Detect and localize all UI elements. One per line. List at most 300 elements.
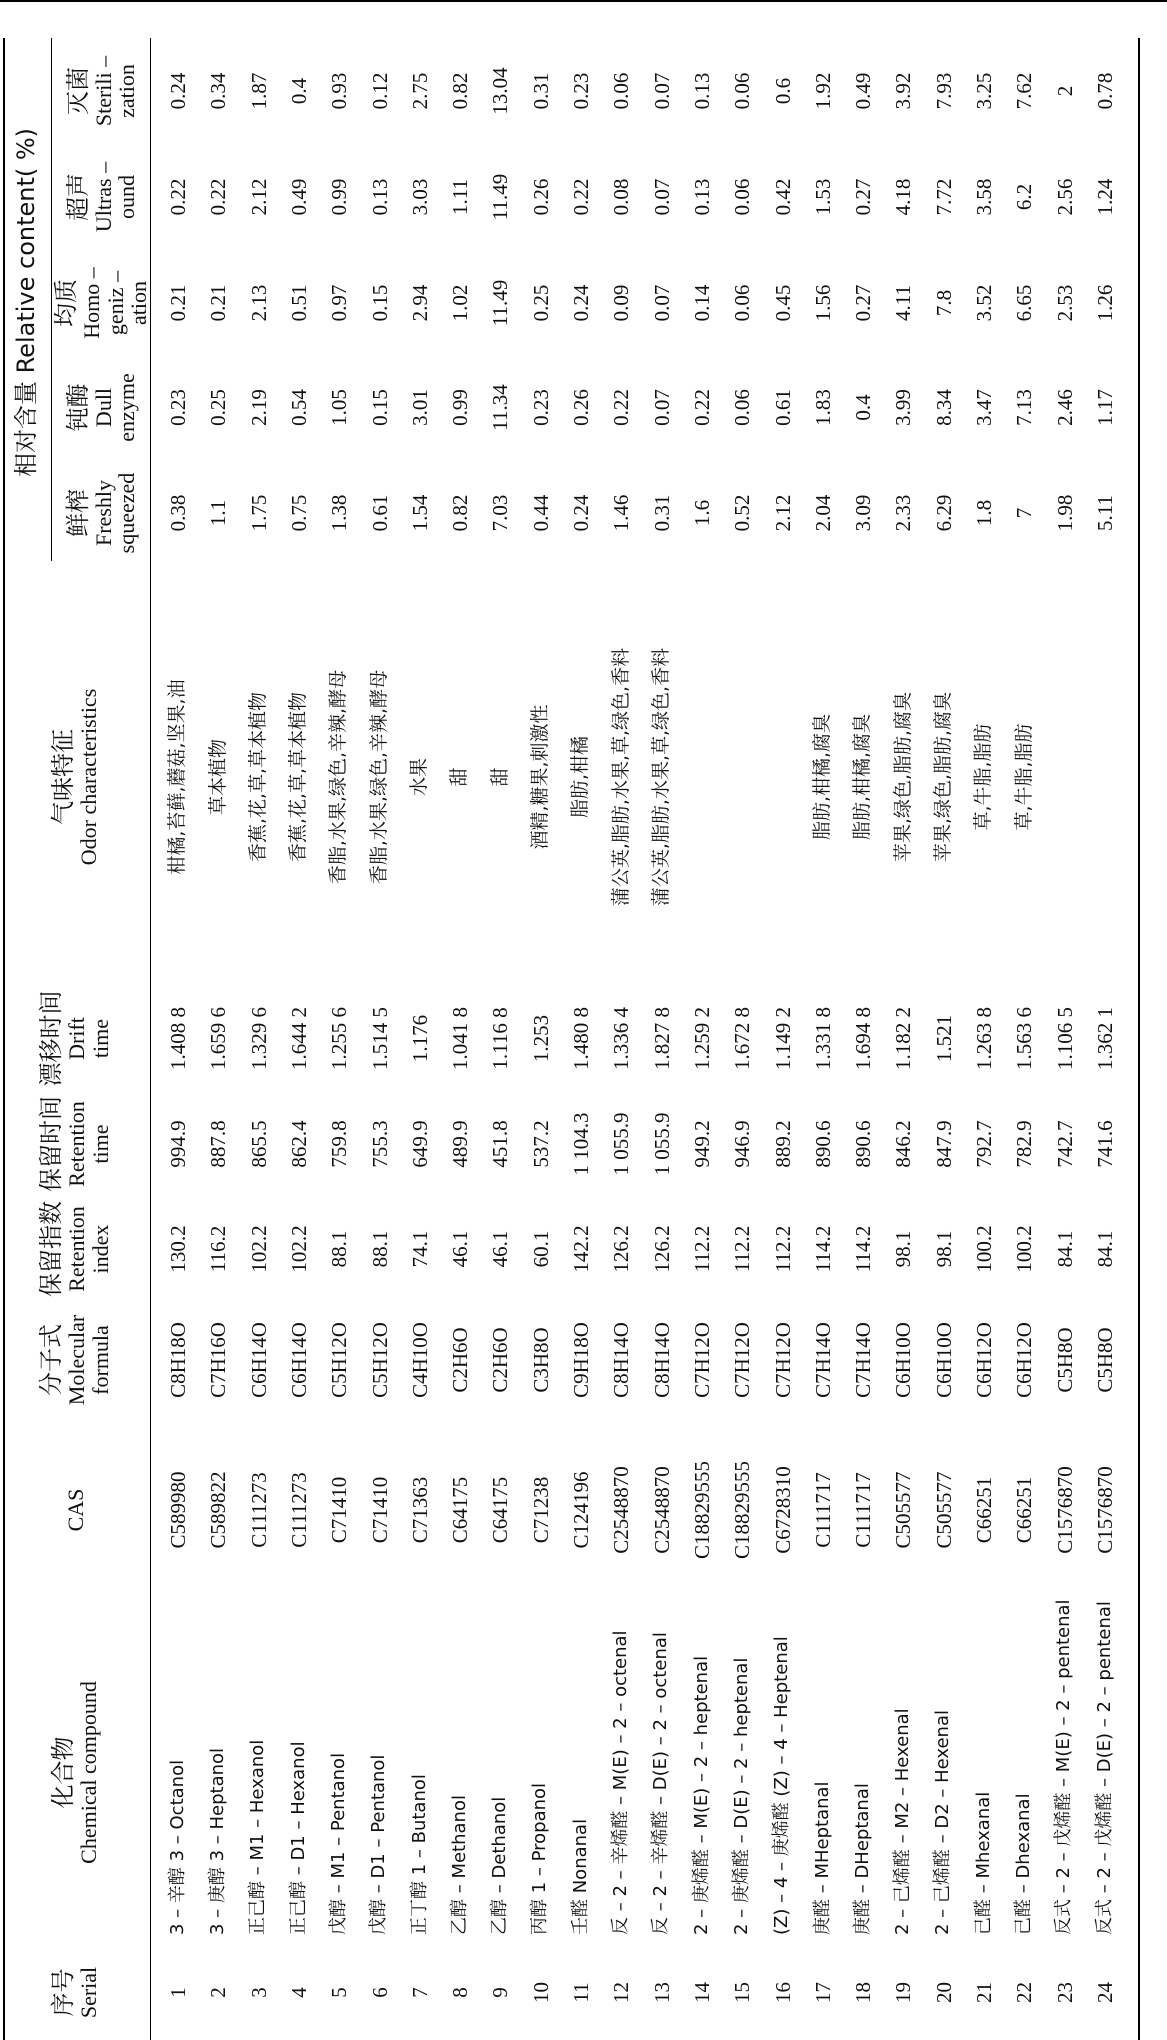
table-row: [964, 38, 1004, 2040]
cell-fresh: 1.1: [206, 499, 231, 527]
table-row: [440, 38, 480, 2040]
cell-compound: 反式 – 2 – 戊烯醛 – D(E) – 2 – pentenal: [1093, 1601, 1115, 1935]
column-header-steri: [55, 38, 150, 144]
cell-dull: 1.05: [327, 389, 352, 426]
cell-odor: 香脂,水果,绿色,辛辣,酵母: [367, 669, 390, 885]
cell-steri: 0.07: [649, 72, 674, 110]
cell-formula: C6H14O: [246, 1322, 271, 1398]
cell-ri: 112.2: [770, 1225, 795, 1273]
cell-ultra: 0.13: [367, 178, 392, 216]
cell-dull: 0.22: [689, 389, 714, 426]
column-header-fresh: [55, 459, 150, 567]
cell-dull: 0.23: [528, 389, 553, 426]
cell-cas: C505577: [931, 1471, 956, 1549]
cell-odor: 草,牛脂,脂肪: [1012, 723, 1035, 831]
column-header-en: index: [87, 1224, 113, 1274]
cell-ultra: 2.12: [246, 178, 271, 216]
cell-formula: C4H10O: [407, 1322, 432, 1398]
cell-steri: 0.06: [730, 72, 755, 110]
cell-compound: 3 – 辛醇 3 – Octanol: [166, 1759, 188, 1935]
column-header-zh: 保留时间: [37, 1096, 66, 1192]
cell-rt: 1 104.3: [569, 1112, 594, 1176]
cell-odor: 苹果,绿色,脂肪,腐臭: [931, 691, 954, 863]
cell-cas: C71410: [367, 1476, 392, 1544]
cell-serial: 7: [407, 1987, 432, 1998]
cell-ultra: 0.13: [689, 178, 714, 216]
cell-cas: C18829555: [689, 1461, 714, 1560]
cell-steri: 13.04: [488, 67, 513, 115]
cell-serial: 23: [1052, 1982, 1077, 2003]
cell-odor: 蒲公英,脂肪,水果,草,绿色,香料: [649, 647, 672, 907]
cell-compound: 2 – 己烯醛 – D2 – Hexenal: [932, 1710, 954, 1935]
cell-homo: 7.8: [931, 289, 956, 317]
column-header-en: zation: [114, 64, 140, 118]
cell-ultra: 0.42: [770, 178, 795, 216]
cell-steri: 0.06: [609, 72, 634, 110]
cell-steri: 0.93: [327, 72, 352, 110]
cell-odor: [763, 567, 803, 987]
column-header-en: Ultras –: [90, 161, 116, 233]
column-header-en: Dull: [90, 387, 116, 428]
cell-fresh: 2.04: [810, 494, 835, 532]
table-row: [924, 38, 964, 2040]
cell-rt: 451.8: [488, 1120, 513, 1168]
cell-dull: 3.99: [891, 389, 916, 426]
cell-odor: 苹果,绿色,脂肪,腐臭: [891, 691, 914, 863]
cell-homo: 0.06: [730, 284, 755, 322]
cell-homo: 4.11: [891, 285, 916, 321]
cell-serial: 15: [730, 1982, 755, 2003]
cell-odor: 甜: [448, 767, 471, 787]
cell-steri: 7.93: [931, 72, 956, 110]
cell-dull: 0.4: [851, 394, 876, 421]
table-row: [360, 38, 400, 2040]
cell-dt: 1.041 8: [448, 1007, 473, 1070]
table-row: [480, 38, 520, 2040]
cell-rt: 792.7: [972, 1120, 997, 1168]
cell-compound: 乙醇 – Methanol: [448, 1795, 470, 1935]
cell-rt: 489.9: [448, 1120, 473, 1168]
cell-ultra: 0.22: [166, 178, 191, 216]
cell-fresh: 1.8: [972, 499, 997, 527]
cell-rt: 847.9: [931, 1120, 956, 1168]
cell-steri: 0.6: [770, 77, 795, 105]
cell-fresh: 0.61: [367, 494, 392, 532]
cell-serial: 20: [931, 1982, 956, 2003]
cell-odor: [722, 567, 762, 987]
cell-cas: C18829555: [730, 1461, 755, 1560]
cell-fresh: 3.09: [851, 494, 876, 532]
cell-ri: 88.1: [367, 1230, 392, 1268]
cell-cas: C64175: [488, 1476, 513, 1544]
column-header-en: Retention: [64, 1101, 90, 1187]
cell-ri: 112.2: [689, 1225, 714, 1273]
cell-cas: C111273: [286, 1472, 311, 1548]
cell-serial: 1: [166, 1987, 191, 1998]
cell-homo: 0.21: [166, 284, 191, 322]
cell-homo: 0.51: [286, 284, 311, 322]
column-header-en: ation: [126, 281, 152, 325]
cell-homo: 0.15: [367, 284, 392, 322]
cell-compound: (Z) – 4 – 庚烯醛 (Z) – 4 – Heptenal: [771, 1636, 793, 1935]
cell-homo: 1.56: [810, 284, 835, 322]
column-header-formula: [6, 1300, 146, 1420]
cell-ultra: 6.2: [1012, 183, 1037, 211]
cell-steri: 0.49: [851, 72, 876, 110]
cell-ri: 142.2: [569, 1225, 594, 1273]
column-header-en: Odor characteristics: [76, 688, 102, 866]
cell-ri: 84.1: [1052, 1230, 1077, 1268]
cell-odor: [1045, 567, 1085, 987]
table-row: [279, 38, 319, 2040]
cell-cas: C589980: [166, 1471, 191, 1549]
cell-dull: 3.01: [407, 389, 432, 426]
column-header-en: CAS: [63, 1488, 89, 1532]
cell-ri: 126.2: [649, 1225, 674, 1273]
cell-ri: 114.2: [810, 1225, 835, 1273]
cell-dt: 1.362 1: [1092, 1007, 1117, 1070]
cell-dt: 1.255 6: [327, 1007, 352, 1070]
cell-dull: 0.06: [730, 389, 755, 426]
cell-formula: C3H8O: [528, 1327, 553, 1393]
table-row: [319, 38, 359, 2040]
cell-odor: 草,牛脂,脂肪: [972, 723, 995, 831]
cell-ultra: 3.03: [407, 178, 432, 216]
cell-fresh: 0.38: [166, 494, 191, 532]
cell-cas: C2548870: [609, 1466, 634, 1554]
table-row: [561, 38, 601, 2040]
table-row: [642, 38, 682, 2040]
cell-ri: 88.1: [327, 1230, 352, 1268]
cell-cas: C71363: [407, 1476, 432, 1544]
cell-dull: 0.23: [166, 389, 191, 426]
cell-odor: 水果: [408, 758, 431, 797]
cell-dt: 1.408 8: [166, 1007, 191, 1070]
cell-formula: C2H6O: [488, 1327, 513, 1393]
cell-formula: C7H16O: [206, 1322, 231, 1398]
column-header-zh: 保留指数: [37, 1201, 66, 1297]
column-header-en: Molecular: [64, 1314, 90, 1406]
cell-cas: C71238: [528, 1476, 553, 1544]
cell-ri: 60.1: [528, 1230, 553, 1268]
table-row: [883, 38, 923, 2040]
cell-ultra: 1.24: [1092, 178, 1117, 216]
column-header-en: enzyme: [114, 373, 140, 442]
cell-formula: C7H12O: [689, 1322, 714, 1398]
cell-ri: 126.2: [609, 1225, 634, 1273]
cell-homo: 0.14: [689, 284, 714, 322]
cell-compound: 正己醇 – M1 – Hexanol: [247, 1739, 269, 1935]
cell-dull: 0.54: [286, 389, 311, 426]
column-header-compound: [6, 1600, 146, 1945]
cell-odor: 香蕉,花,草,草本植物: [287, 691, 310, 863]
cell-compound: 反 – 2 – 辛烯醛 – M(E) – 2 – octenal: [610, 1630, 632, 1935]
cell-rt: 946.9: [730, 1120, 755, 1168]
table-row: [601, 38, 641, 2040]
cell-formula: C5H8O: [1092, 1327, 1117, 1393]
cell-steri: 0.23: [569, 72, 594, 110]
column-header-en: geniz –: [102, 270, 128, 336]
cell-homo: 0.21: [206, 284, 231, 322]
cell-formula: C6H12O: [1012, 1322, 1037, 1398]
cell-serial: 13: [649, 1982, 674, 2003]
cell-rt: 862.4: [286, 1120, 311, 1168]
cell-formula: C5H8O: [1052, 1327, 1077, 1393]
cell-dull: 3.47: [972, 389, 997, 426]
cell-ultra: 4.18: [891, 178, 916, 216]
cell-ultra: 0.99: [327, 178, 352, 216]
cell-steri: 0.12: [367, 72, 392, 110]
cell-steri: 2: [1052, 85, 1077, 97]
cell-dt: 1.827 8: [649, 1007, 674, 1070]
cell-formula: C6H12O: [972, 1322, 997, 1398]
cell-rt: 846.2: [891, 1120, 916, 1168]
cell-compound: 戊醇 – D1 – Pentanol: [368, 1754, 390, 1935]
cell-ri: 46.1: [448, 1230, 473, 1268]
cell-cas: C111717: [810, 1472, 835, 1548]
cell-dull: 7.13: [1012, 389, 1037, 426]
cell-ri: 74.1: [407, 1230, 432, 1268]
table-row: [763, 38, 803, 2040]
cell-steri: 0.31: [528, 72, 553, 110]
cell-ri: 112.2: [730, 1225, 755, 1273]
column-header-dt: [6, 987, 146, 1090]
cell-dt: 1.182 2: [891, 1007, 916, 1070]
cell-dt: 1.263 8: [972, 1007, 997, 1070]
column-header-ri: [6, 1198, 146, 1300]
cell-formula: C9H18O: [569, 1322, 594, 1398]
cell-dt: 1.336 4: [609, 1007, 634, 1070]
relative-content-label: 相对含量 Relative content( %): [12, 127, 41, 478]
cell-serial: 9: [488, 1987, 513, 1998]
cell-formula: C6H14O: [286, 1322, 311, 1398]
cell-compound: 庚醛 – MHeptanal: [811, 1781, 833, 1935]
column-header-en: Chemical compound: [76, 1681, 102, 1864]
cell-dull: 0.07: [649, 389, 674, 426]
cell-compound: 正丁醇 1 – Butanol: [408, 1774, 430, 1935]
cell-fresh: 5.11: [1092, 495, 1117, 531]
column-header-zh: 钝酶: [63, 383, 92, 432]
cell-serial: 6: [367, 1987, 392, 1998]
cell-ri: 116.2: [206, 1225, 231, 1273]
cell-formula: C6H10O: [931, 1322, 956, 1398]
column-header-zh: 超声: [63, 173, 92, 221]
cell-compound: 丙醇 1 – Propanol: [529, 1782, 551, 1935]
cell-homo: 0.25: [528, 284, 553, 322]
cell-steri: 0.34: [206, 72, 231, 110]
cell-serial: 10: [528, 1982, 553, 2003]
cell-formula: C8H14O: [609, 1322, 634, 1398]
cell-odor: 酒精,糖果,刺激性: [528, 704, 551, 850]
cell-homo: 2.53: [1052, 284, 1077, 322]
cell-dt: 1.329 6: [246, 1007, 271, 1070]
cell-steri: 1.92: [810, 72, 835, 110]
cell-fresh: 1.54: [407, 494, 432, 532]
cell-formula: C2H6O: [448, 1327, 473, 1393]
column-header-zh: 气味特征: [49, 729, 78, 825]
cell-homo: 0.97: [327, 284, 352, 322]
cell-dt: 1.514 5: [367, 1007, 392, 1070]
cell-formula: C5H12O: [327, 1322, 352, 1398]
cell-serial: 16: [770, 1982, 795, 2003]
cell-cas: C64175: [448, 1476, 473, 1544]
cell-rt: 887.8: [206, 1120, 231, 1168]
cell-dull: 1.17: [1092, 389, 1117, 426]
cell-ri: 102.2: [286, 1225, 311, 1273]
cell-ultra: 11.49: [488, 173, 513, 221]
cell-formula: C7H14O: [851, 1322, 876, 1398]
cell-cas: C111273: [246, 1472, 271, 1548]
column-header-en: ound: [114, 175, 140, 219]
right-edge-rule: [0, 0, 1167, 2]
cell-dull: 0.15: [367, 389, 392, 426]
cell-serial: 2: [206, 1987, 231, 1998]
cell-steri: 3.92: [891, 72, 916, 110]
cell-compound: 己醛 – Mhexanal: [972, 1791, 994, 1935]
cell-cas: C124196: [569, 1471, 594, 1549]
cell-serial: 8: [448, 1987, 473, 1998]
cell-compound: 反 – 2 – 辛烯醛 – D(E) – 2 – octenal: [650, 1632, 672, 1935]
cell-serial: 5: [327, 1987, 352, 1998]
cell-homo: 1.26: [1092, 284, 1117, 322]
column-header-serial: [6, 1945, 146, 2040]
cell-dt: 1.331 8: [810, 1007, 835, 1070]
cell-odor: 甜: [488, 767, 511, 787]
cell-steri: 7.62: [1012, 72, 1037, 110]
cell-dull: 0.22: [609, 389, 634, 426]
cell-rt: 1 055.9: [649, 1112, 674, 1176]
cell-dt: 1.259 2: [689, 1007, 714, 1070]
cell-ultra: 1.53: [810, 178, 835, 216]
column-header-zh: 均质: [51, 279, 80, 327]
cell-compound: 正己醇 – D1 – Hexanol: [287, 1741, 309, 1935]
cell-ultra: 0.27: [851, 178, 876, 216]
cell-serial: 17: [810, 1982, 835, 2003]
table-top-rule: [3, 38, 5, 2040]
column-header-zh: 漂移时间: [37, 990, 66, 1087]
cell-fresh: 1.98: [1052, 494, 1077, 532]
cell-rt: 994.9: [166, 1120, 191, 1168]
cell-rt: 890.6: [810, 1120, 835, 1168]
cell-rt: 1 055.9: [609, 1112, 634, 1176]
cell-rt: 649.9: [407, 1120, 432, 1168]
cell-cas: C71410: [327, 1476, 352, 1544]
table-row: [239, 38, 279, 2040]
cell-ri: 102.2: [246, 1225, 271, 1273]
cell-odor: 香脂,水果,绿色,辛辣,酵母: [327, 669, 350, 885]
cell-steri: 0.13: [689, 72, 714, 110]
table-row: [803, 38, 843, 2040]
cell-cas: C66251: [972, 1476, 997, 1544]
cell-cas: C589822: [206, 1471, 231, 1549]
cell-serial: 21: [972, 1982, 997, 2003]
cell-homo: 0.09: [609, 284, 634, 322]
column-header-en: Homo –: [78, 267, 104, 339]
cell-homo: 2.13: [246, 284, 271, 322]
cell-fresh: 7.03: [488, 494, 513, 532]
cell-fresh: 2.33: [891, 494, 916, 532]
column-header-en: Freshly: [90, 480, 116, 546]
cell-steri: 0.78: [1092, 72, 1117, 110]
column-header-en: time: [87, 1124, 113, 1164]
cell-steri: 0.24: [166, 72, 191, 110]
cell-compound: 乙醇 – Dethanol: [489, 1796, 511, 1935]
cell-formula: C6H10O: [891, 1322, 916, 1398]
cell-formula: C8H14O: [649, 1322, 674, 1398]
table-row: [521, 38, 561, 2040]
cell-steri: 0.4: [286, 77, 311, 105]
cell-steri: 0.82: [448, 72, 473, 110]
cell-ri: 100.2: [1012, 1225, 1037, 1273]
column-header-zh: 分子式: [37, 1324, 66, 1396]
cell-serial: 11: [569, 1982, 594, 2003]
cell-dt: 1.659 6: [206, 1007, 231, 1070]
cell-fresh: 1.6: [689, 499, 714, 527]
cell-rt: 742.7: [1052, 1120, 1077, 1168]
cell-fresh: 6.29: [931, 494, 956, 532]
cell-formula: C5H12O: [367, 1322, 392, 1398]
cell-fresh: 0.24: [569, 494, 594, 532]
cell-cas: C66251: [1012, 1476, 1037, 1544]
table-bottom-rule: [1138, 38, 1140, 2040]
table-row: [1004, 38, 1044, 2040]
cell-ultra: 0.22: [569, 178, 594, 216]
table-row: [1085, 38, 1125, 2040]
cell-serial: 22: [1012, 1982, 1037, 2003]
cell-serial: 18: [851, 1982, 876, 2003]
cell-cas: C1576870: [1052, 1466, 1077, 1554]
cell-compound: 壬醛 Nonanal: [569, 1818, 591, 1935]
cell-dull: 0.26: [569, 389, 594, 426]
table-row: [843, 38, 883, 2040]
cell-odor: 柑橘,苔藓,蘑菇,坚果,油: [166, 679, 189, 875]
cell-rt: 782.9: [1012, 1120, 1037, 1168]
cell-compound: 庚醛 – DHeptanal: [851, 1783, 873, 1935]
cell-rt: 537.2: [528, 1120, 553, 1168]
cell-formula: C8H18O: [166, 1322, 191, 1398]
column-header-dull: [55, 356, 150, 459]
table-row: [1045, 38, 1085, 2040]
cell-dt: 1.521: [931, 1014, 956, 1063]
cell-fresh: 2.12: [770, 494, 795, 532]
cell-homo: 0.07: [649, 284, 674, 322]
cell-ri: 100.2: [972, 1225, 997, 1273]
cell-fresh: 7: [1012, 507, 1037, 519]
cell-homo: 2.94: [407, 284, 432, 322]
cell-ri: 46.1: [488, 1230, 513, 1268]
header-bottom-rule: [150, 38, 151, 2040]
cell-odor: [1085, 567, 1125, 987]
cell-compound: 2 – 庚烯醛 – M(E) – 2 – heptenal: [690, 1655, 712, 1935]
column-header-zh: 化合物: [49, 1736, 78, 1809]
cell-fresh: 0.75: [286, 494, 311, 532]
cell-homo: 0.24: [569, 284, 594, 322]
cell-dt: 1.644 2: [286, 1007, 311, 1070]
table-row: [400, 38, 440, 2040]
cell-serial: 12: [609, 1982, 634, 2003]
cell-cas: C111717: [851, 1472, 876, 1548]
column-header-rt: [6, 1090, 146, 1198]
column-header-en: time: [87, 1018, 113, 1059]
cell-compound: 反式 – 2 – 戊烯醛 – M(E) – 2 – pentenal: [1053, 1599, 1075, 1935]
cell-rt: 865.5: [246, 1120, 271, 1168]
cell-rt: 889.2: [770, 1120, 795, 1168]
cell-rt: 759.8: [327, 1120, 352, 1168]
cell-odor: 蒲公英,脂肪,水果,草,绿色,香料: [609, 647, 632, 907]
column-header-en: Serial: [76, 1966, 102, 2019]
cell-ultra: 0.07: [649, 178, 674, 216]
cell-dt: 1.116 8: [488, 1007, 513, 1070]
